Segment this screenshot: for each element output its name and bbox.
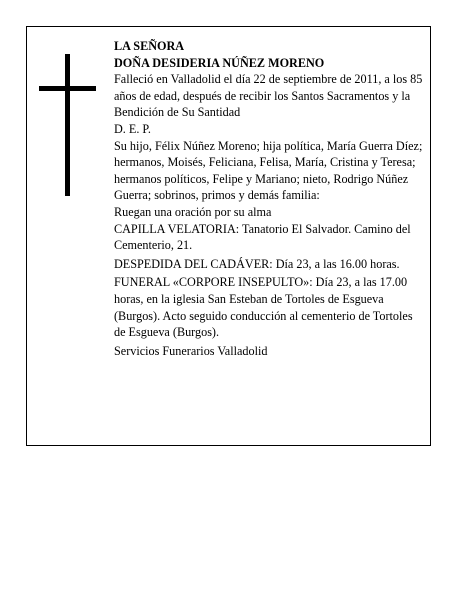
family-list: Su hijo, Félix Núñez Moreno; hija política, María Guerra Díez; hermanos, Moisés, Feliciana, Felisa, María, Cristina y Teresa; hermanos políticos, Felipe y Mariano; nieto, Rodrigo Núñez Guerra; sobrinos, primos y demás familia: bbox=[114, 138, 423, 203]
deceased-name: DOÑA DESIDERIA NÚÑEZ MORENO bbox=[114, 55, 325, 70]
farewell-info: DESPEDIDA DEL CADÁVER: Día 23, a las 16.00 horas. bbox=[114, 256, 400, 271]
funeral-services: Servicios Funerarios Valladolid bbox=[114, 343, 268, 358]
cross-vertical-bar bbox=[65, 54, 70, 196]
obituary-text bbox=[114, 38, 424, 359]
prayer-request: Ruegan una oración por su alma bbox=[114, 204, 272, 219]
rip-line: D. E. P. bbox=[114, 121, 151, 136]
obituary-title: LA SEÑORA bbox=[114, 39, 185, 53]
funeral-info: FUNERAL «CORPORE INSEPULTO»: Día 23, a las 17.00 horas, en la iglesia San Esteban de Tortoles de Esgueva (Burgos). Acto seguido conducción al cementerio de Tortoles de Esgueva (Burgos). bbox=[114, 275, 413, 340]
death-notice: Falleció en Valladolid el día 22 de septiembre de 2011, a los 85 años de edad, después de recibir los Santos Sacramentos y la Bendición de Su Santidad bbox=[114, 72, 423, 120]
cross-horizontal-bar bbox=[39, 86, 96, 91]
chapel-info: CAPILLA VELATORIA: Tanatorio El Salvador. Camino del Cementerio, 21. bbox=[114, 221, 411, 253]
